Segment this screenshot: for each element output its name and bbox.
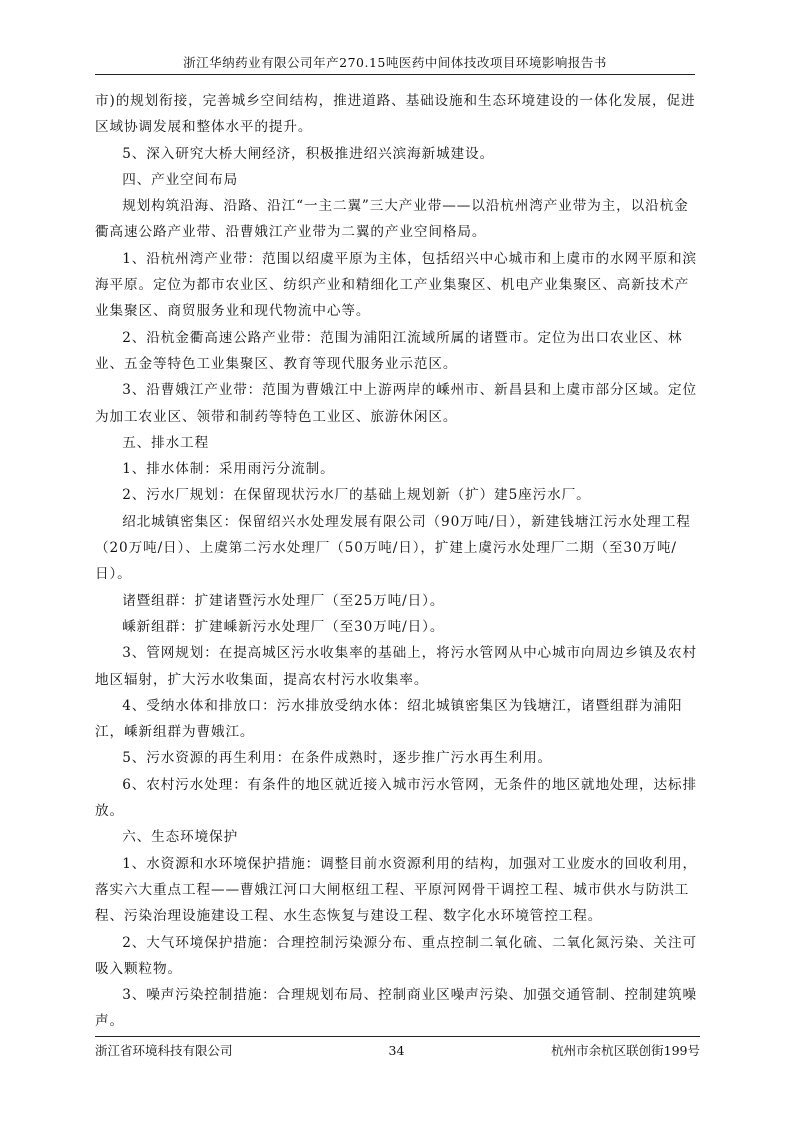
paragraph: 4、受纳水体和排放口：污水排放受纳水体：绍北城镇密集区为钱塘江，诸暨组群为浦阳江，嵊新组群为曹娥江。 bbox=[95, 697, 683, 741]
paragraph: 1、排水体制：采用雨污分流制。 bbox=[122, 461, 335, 478]
paragraph: 嵊新组群：扩建嵊新污水处理厂（至30万吨/日）。 bbox=[122, 618, 445, 635]
paragraph: 3、噪声污染控制措施：合理规划布局、控制商业区噪声污染、加强交通管制、控制建筑噪声。 bbox=[95, 987, 697, 1030]
section-heading: 五、排水工程 bbox=[122, 434, 210, 451]
paragraph: 诸暨组群：扩建诸暨污水处理厂（至25万吨/日）。 bbox=[122, 592, 445, 609]
footer-company: 浙江省环境科技有限公司 bbox=[95, 1043, 233, 1058]
paragraph: 2、大气环境保护措施：合理控制污染源分布、重点控制二氧化硫、二氧化氮污染、关注可吸入颗粒物。 bbox=[95, 934, 697, 977]
paragraph: 1、沿杭州湾产业带：范围以绍虞平原为主体，包括绍兴中心城市和上虞市的水网平原和滨海平原。定位为都市农业区、纺织产业和精细化工产业集聚区、机电产业集聚区、高新技术产业集聚区、商贸服务业和现代物流中心等。 bbox=[95, 250, 697, 320]
paragraph: 绍北城镇密集区：保留绍兴水处理发展有限公司（90万吨/日），新建钱塘江污水处理工程（20万吨/日）、上虞第二污水处理厂（50万吨/日），扩建上虞污水处理厂二期（至30万吨/日）。 bbox=[95, 513, 691, 583]
document-body bbox=[95, 88, 700, 1035]
footer-page-number: 34 bbox=[388, 1043, 405, 1058]
header-title: 浙江华纳药业有限公司年产270.15吨医药中间体技改项目环境影响报告书 bbox=[183, 55, 607, 70]
paragraph: 5、污水资源的再生利用：在条件成熟时，逐步推广污水再生利用。 bbox=[122, 750, 553, 767]
paragraph: 3、沿曹娥江产业带：范围为曹娥江中上游两岸的嵊州市、新昌县和上虞市部分区域。定位为加工农业区、领带和制药等特色工业区、旅游休闲区。 bbox=[95, 382, 697, 425]
paragraph: 3、管网规划：在提高城区污水收集率的基础上，将污水管网从中心城市向周边乡镇及农村地区辐射，扩大污水收集面，提高农村污水收集率。 bbox=[95, 645, 697, 688]
paragraph: 6、农村污水处理：有条件的地区就近接入城市污水管网，无条件的地区就地处理，达标排放。 bbox=[95, 776, 697, 820]
page-header bbox=[95, 52, 695, 75]
footer-address: 杭州市余杭区联创街199号 bbox=[551, 1043, 700, 1058]
paragraph: 2、沿杭金衢高速公路产业带：范围为浦阳江流域所属的诸暨市。定位为出口农业区、林业、五金等特色工业集聚区、教育等现代服务业示范区。 bbox=[95, 329, 683, 372]
section-heading: 四、产业空间布局 bbox=[122, 171, 239, 188]
paragraph: 市)的规划衔接，完善城乡空间结构，推进道路、基础设施和生态环境建设的一体化发展，促进区域协调发展和整体水平的提升。 bbox=[95, 93, 696, 136]
paragraph: 5、深入研究大桥大闸经济，积极推进绍兴滨海新城建设。 bbox=[122, 145, 495, 162]
paragraph: 1、水资源和水环境保护措施：调整目前水资源利用的结构，加强对工业废水的回收利用，落实六大重点工程——曹娥江河口大闸枢纽工程、平原河网骨干调控工程、城市供水与防洪工程、污染治理设施建设工程、水生态恢复与建设工程、数字化水环境管控工程。 bbox=[95, 855, 697, 925]
paragraph: 规划构筑沿海、沿路、沿江“一主二翼”三大产业带——以沿杭州湾产业带为主，以沿杭金衢高速公路产业带、沿曹娥江产业带为二翼的产业空间格局。 bbox=[95, 198, 689, 241]
footer-divider bbox=[95, 1036, 700, 1037]
paragraph: 2、污水厂规划：在保留现状污水厂的基础上规划新（扩）建5座污水厂。 bbox=[122, 487, 591, 504]
section-heading: 六、生态环境保护 bbox=[122, 829, 239, 846]
